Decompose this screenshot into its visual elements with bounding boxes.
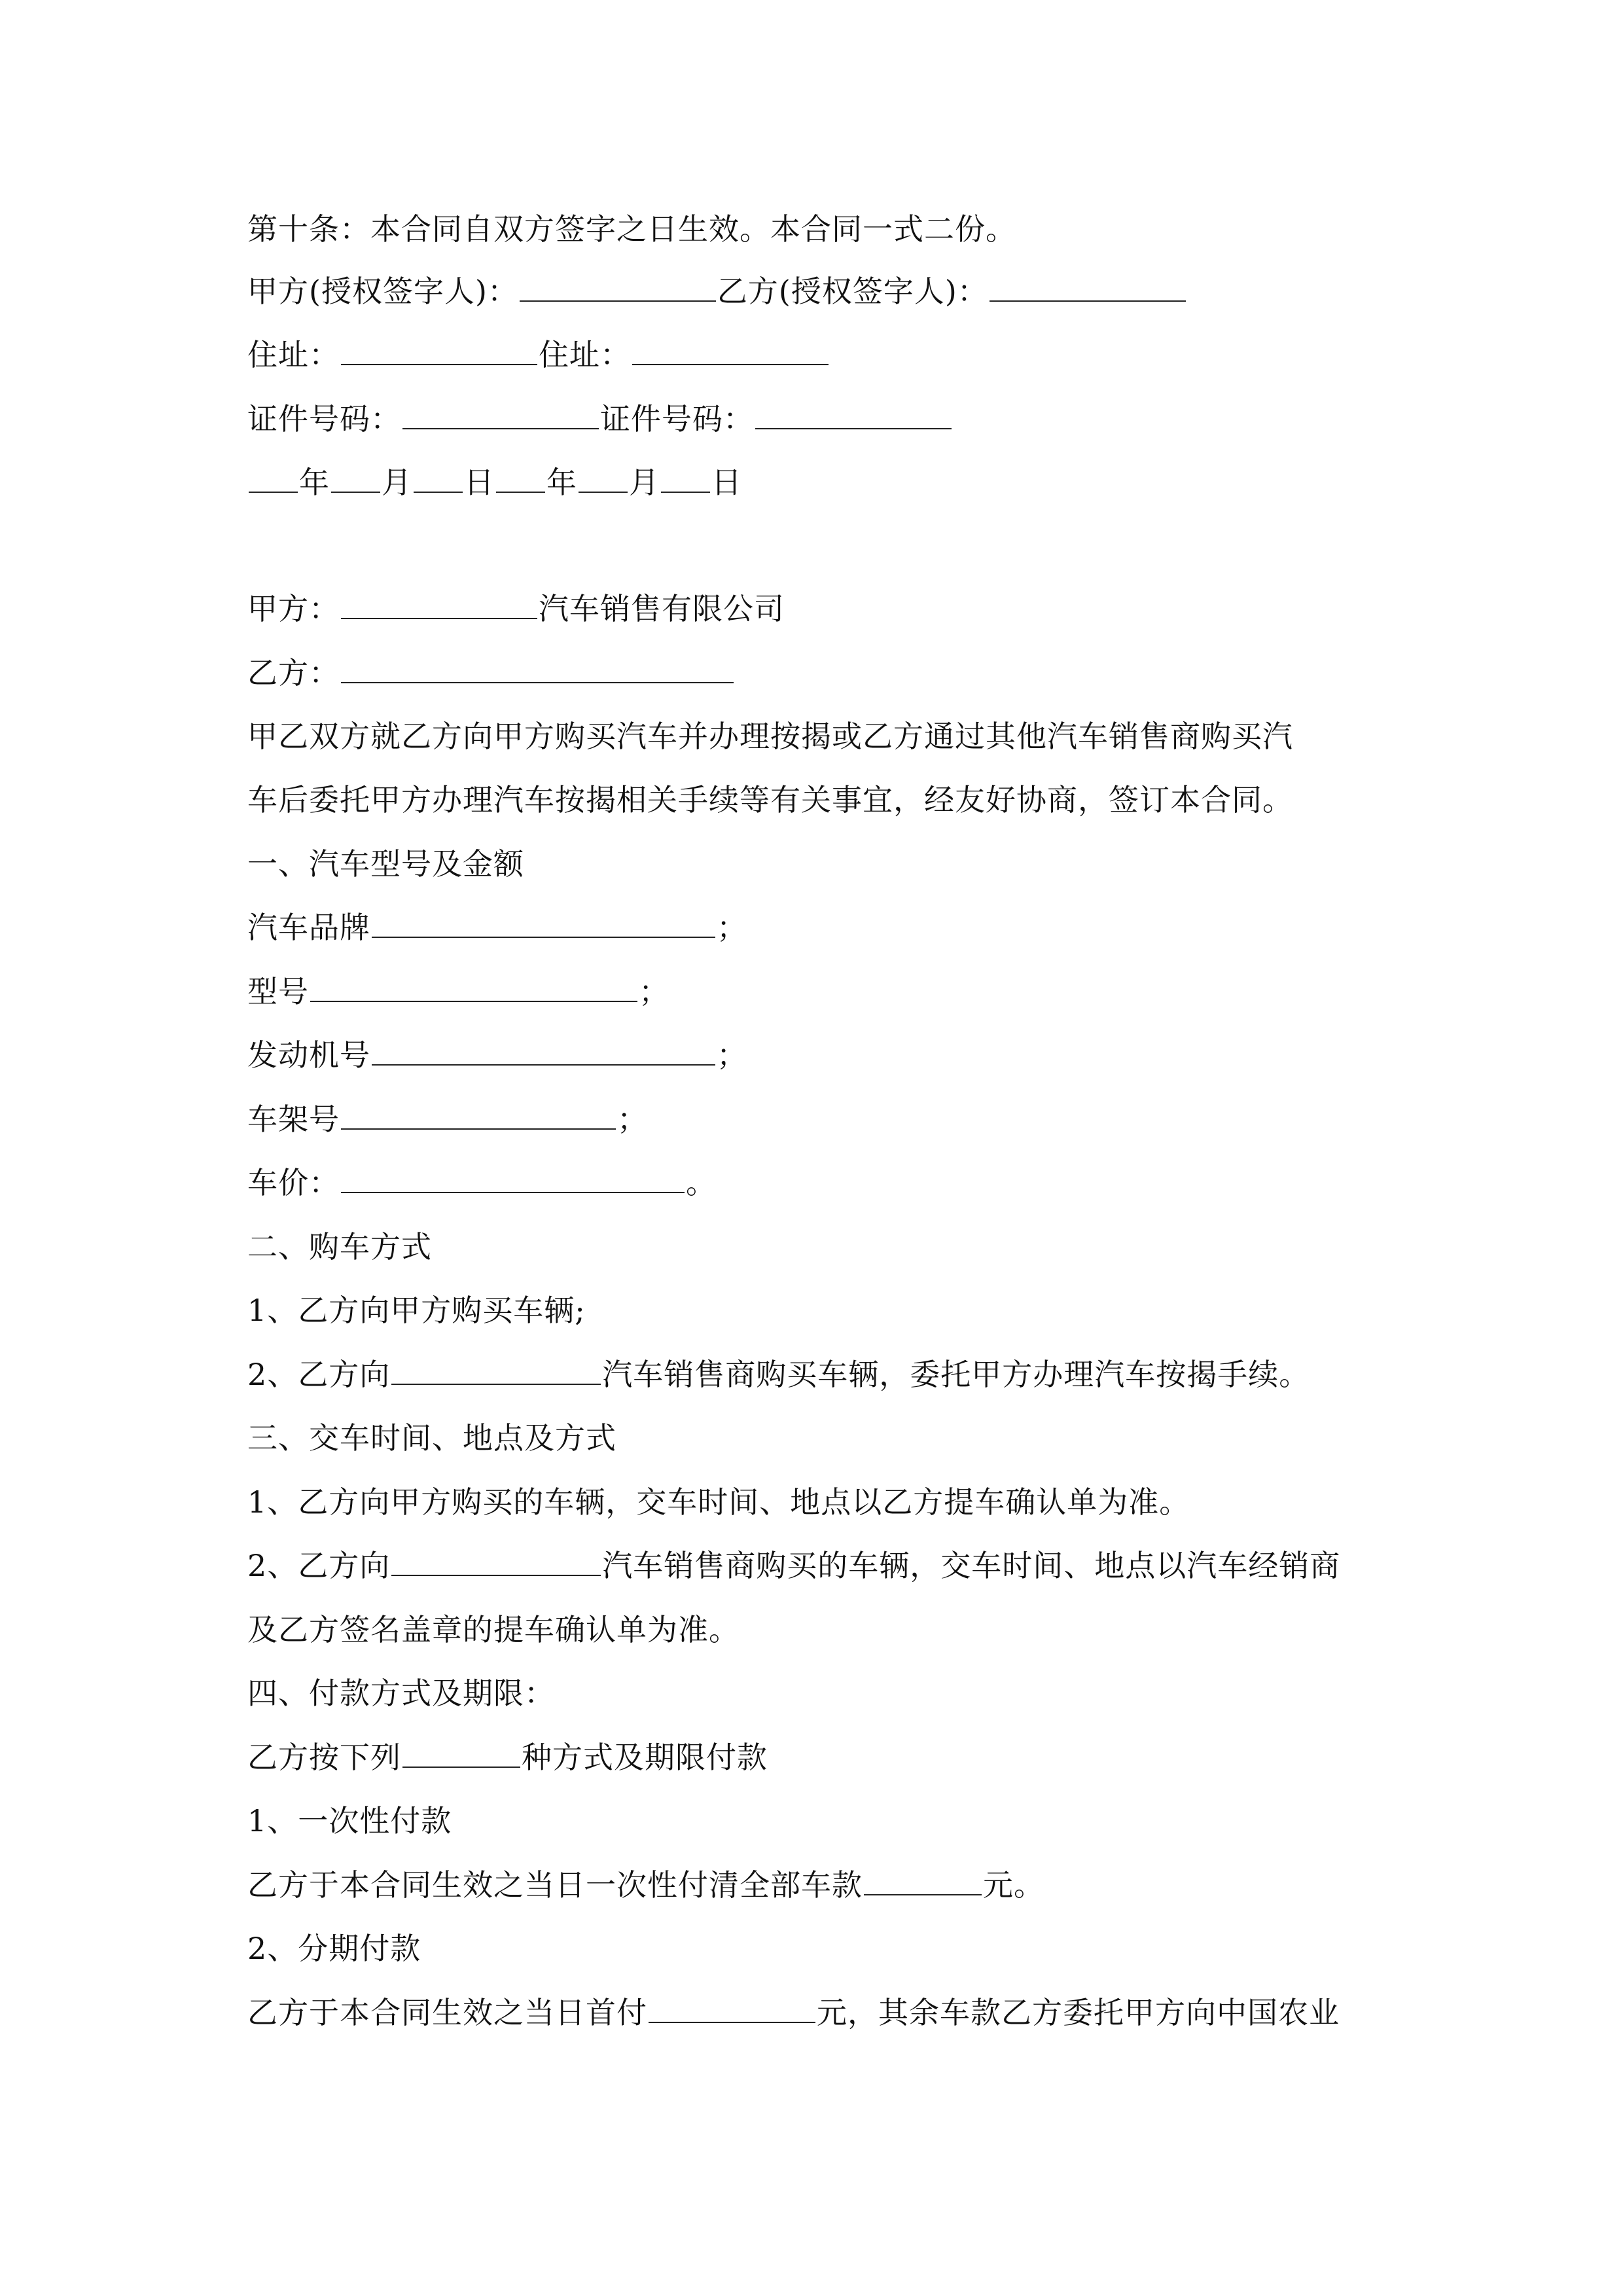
month-label: 月: [629, 465, 660, 500]
party-a-company-suffix: 汽车销售有限公司: [539, 591, 785, 626]
party-a-label: 甲方：: [247, 591, 340, 626]
payment-1-suffix: 元。: [983, 1867, 1044, 1903]
party-a-row: [247, 589, 785, 628]
period: 。: [686, 1165, 717, 1200]
preamble-line-1: 甲乙双方就乙方向甲方购买汽车并办理按揭或乙方通过其他汽车销售商购买汽: [247, 719, 1293, 754]
payment-intro-prefix: 乙方按下列: [247, 1740, 401, 1775]
payment-1-text: [247, 1865, 1044, 1905]
payment-intro-suffix: 种方式及期限付款: [522, 1740, 768, 1775]
delivery-item-2: [247, 1546, 1340, 1585]
party-b-signature-blank[interactable]: [990, 274, 1186, 302]
party-b-id-blank[interactable]: [755, 402, 952, 429]
day-label: 日: [711, 465, 742, 500]
day-label: 日: [464, 465, 495, 500]
payment-2-title: 2、分期付款: [247, 1931, 421, 1966]
party-a-id-label: 证件号码：: [247, 401, 401, 437]
semicolon: ；: [717, 910, 747, 945]
brand-blank[interactable]: [372, 910, 715, 938]
preamble-line-2: 车后委托甲方办理汽车按揭相关手续等有关事宜，经友好协商，签订本合同。: [247, 782, 1293, 817]
frame-label: 车架号: [247, 1102, 340, 1137]
party-b-address-blank[interactable]: [632, 338, 829, 365]
payment-2-suffix: 元，其余车款乙方委托甲方向中国农业: [817, 1995, 1340, 2030]
party-b-name-blank[interactable]: [341, 656, 734, 683]
frame-row: [247, 1100, 648, 1139]
model-row: [247, 972, 669, 1011]
party-a-address-label: 住址：: [247, 337, 340, 372]
semicolon: ；: [717, 1037, 747, 1073]
engine-row: [247, 1035, 747, 1075]
party-a-address-blank[interactable]: [341, 338, 537, 365]
party-a-name-blank[interactable]: [341, 592, 537, 619]
purchase-item-1: 1、乙方向甲方购买车辆;: [247, 1293, 586, 1328]
purchase-2-prefix: 2、乙方向: [247, 1357, 391, 1392]
delivery-2-prefix: 2、乙方向: [247, 1548, 391, 1583]
date-row: [247, 463, 742, 502]
price-blank[interactable]: [341, 1166, 685, 1193]
frame-blank[interactable]: [341, 1102, 616, 1130]
party-b-address-label: 住址：: [539, 337, 631, 372]
payment-1-prefix: 乙方于本合同生效之当日一次性付清全部车款: [247, 1867, 863, 1903]
address-row: [247, 335, 830, 374]
price-row: [247, 1163, 717, 1202]
purchase-2-suffix: 汽车销售商购买车辆，委托甲方办理汽车按揭手续。: [602, 1357, 1310, 1392]
brand-label: 汽车品牌: [247, 910, 370, 945]
party-a-year-blank[interactable]: [249, 465, 298, 493]
engine-blank[interactable]: [372, 1038, 715, 1066]
dealer-blank[interactable]: [391, 1357, 601, 1385]
year-label: 年: [546, 465, 577, 500]
engine-label: 发动机号: [247, 1037, 370, 1073]
party-b-year-blank[interactable]: [496, 465, 545, 493]
month-label: 月: [382, 465, 412, 500]
payment-method-blank[interactable]: [402, 1740, 520, 1768]
party-b-label: 乙方：: [247, 655, 340, 691]
payment-2-text: [247, 1993, 1340, 2032]
party-b-signatory-label: 乙方(授权签字人)：: [717, 274, 988, 309]
full-payment-amount-blank[interactable]: [864, 1868, 982, 1895]
party-a-signatory-label: 甲方(授权签字人)：: [247, 274, 518, 309]
party-b-id-label: 证件号码：: [600, 401, 754, 437]
section-3-title: 三、交车时间、地点及方式: [247, 1420, 616, 1456]
model-label: 型号: [247, 974, 309, 1009]
delivery-2-suffix: 汽车销售商购买的车辆，交车时间、地点以汽车经销商: [602, 1548, 1341, 1583]
party-a-day-blank[interactable]: [414, 465, 463, 493]
payment-2-prefix: 乙方于本合同生效之当日首付: [247, 1995, 647, 2030]
semicolon: ；: [639, 974, 669, 1009]
id-row: [247, 399, 953, 439]
party-b-month-blank[interactable]: [579, 465, 628, 493]
signature-row: [247, 272, 1187, 311]
purchase-item-2: [247, 1355, 1310, 1394]
model-blank[interactable]: [310, 975, 637, 1002]
payment-intro: [247, 1738, 768, 1777]
party-a-month-blank[interactable]: [331, 465, 380, 493]
party-a-signature-blank[interactable]: [520, 274, 716, 302]
article-10: 第十条：本合同自双方签字之日生效。本合同一式二份。: [247, 211, 1016, 247]
delivery-item-1: 1、乙方向甲方购买的车辆，交车时间、地点以乙方提车确认单为准。: [247, 1484, 1190, 1520]
party-b-row: [247, 653, 735, 692]
delivery-item-2-line-2: 及乙方签名盖章的提车确认单为准。: [247, 1612, 740, 1647]
semicolon: ；: [617, 1102, 648, 1137]
party-a-id-blank[interactable]: [402, 402, 599, 429]
year-label: 年: [299, 465, 330, 500]
section-1-title: 一、汽车型号及金额: [247, 846, 524, 882]
price-label: 车价：: [247, 1165, 340, 1200]
delivery-dealer-blank[interactable]: [391, 1549, 601, 1576]
down-payment-amount-blank[interactable]: [649, 1996, 815, 2023]
brand-row: [247, 908, 747, 947]
section-2-title: 二、购车方式: [247, 1229, 432, 1265]
party-b-day-blank[interactable]: [661, 465, 710, 493]
payment-1-title: 1、一次性付款: [247, 1803, 452, 1839]
section-4-title: 四、付款方式及期限：: [247, 1676, 555, 1711]
